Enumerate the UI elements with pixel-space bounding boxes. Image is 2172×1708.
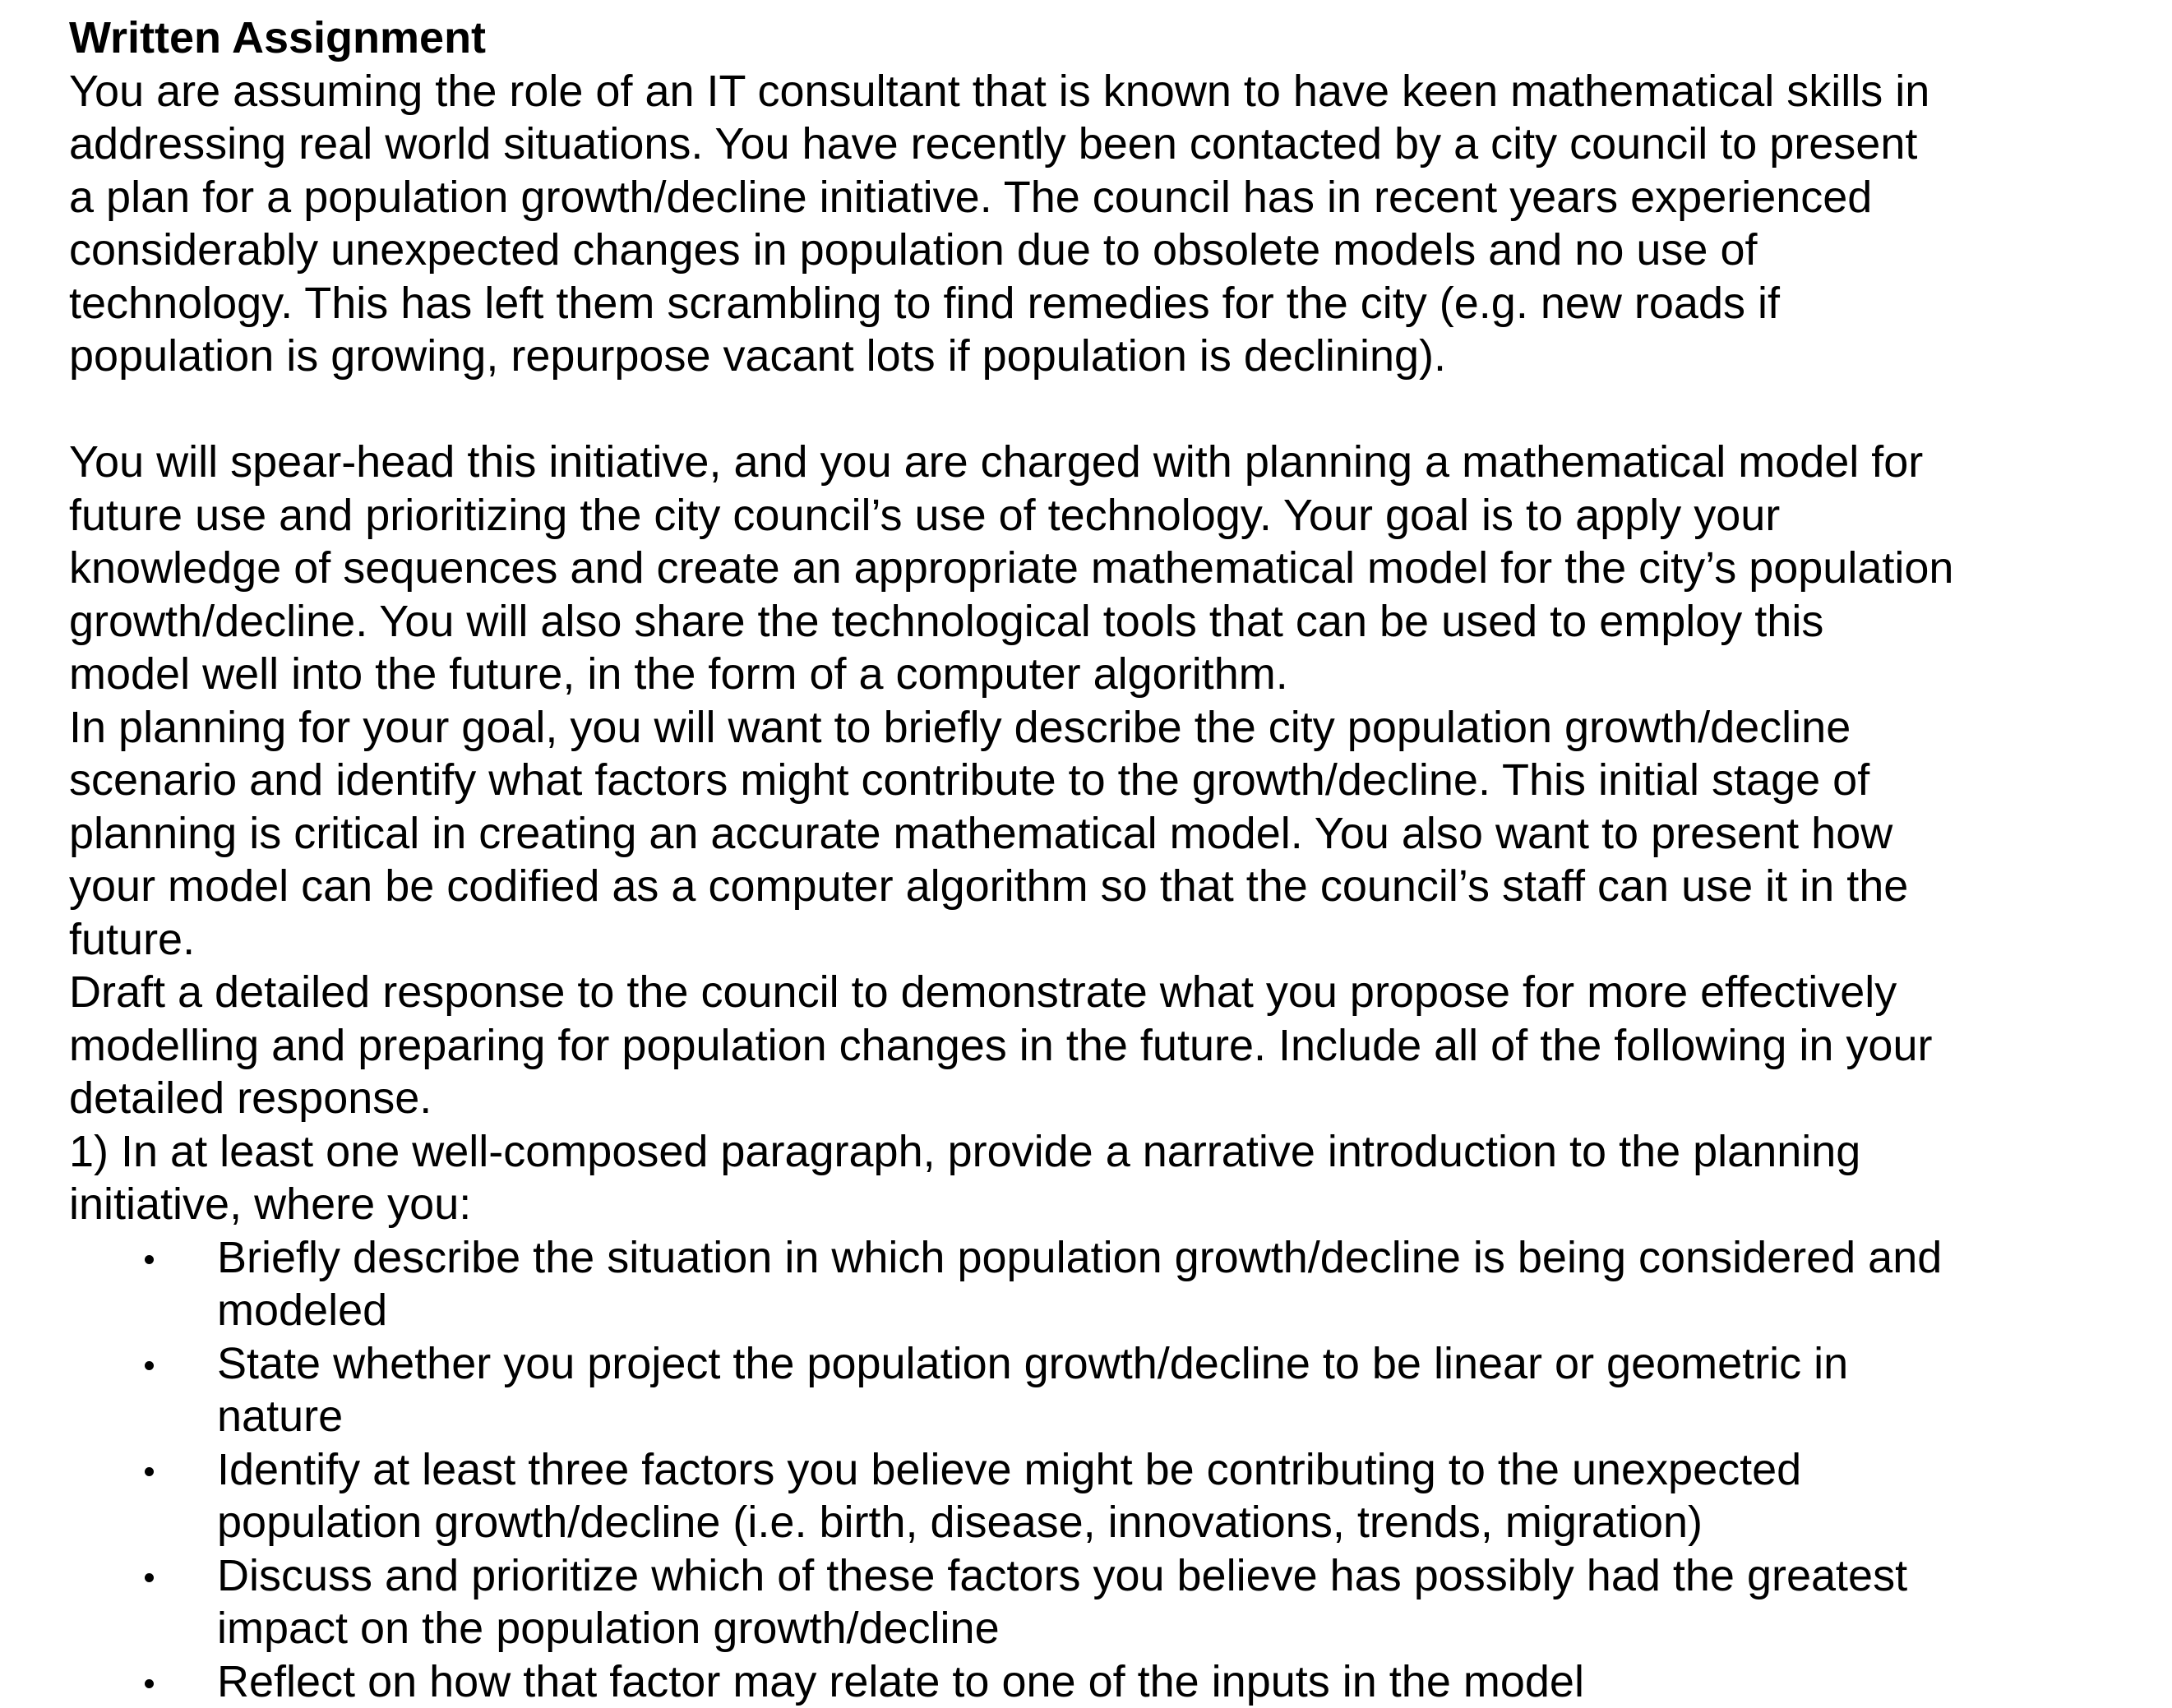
text-line: model well into the future, in the form of a computer algorithm. bbox=[69, 648, 2141, 701]
planning-paragraph bbox=[69, 701, 2141, 967]
text-line: future use and prioritizing the city council’s use of technology. Your goal is to apply your bbox=[69, 489, 2141, 542]
text-line: 1) In at least one well-composed paragraph, provide a narrative introduction to the planning bbox=[69, 1125, 2141, 1179]
bullet-text-line: Identify at least three factors you believe might be contributing to the unexpected bbox=[217, 1443, 2141, 1497]
bullet-icon bbox=[145, 1255, 154, 1264]
text-line: your model can be codified as a computer algorithm so that the council’s staff can use it in the bbox=[69, 860, 2141, 913]
text-line: a plan for a population growth/decline initiative. The council has in recent years experienced bbox=[69, 171, 2141, 224]
text-line: detailed response. bbox=[69, 1072, 2141, 1125]
bullet-icon bbox=[145, 1679, 154, 1688]
text-line: growth/decline. You will also share the technological tools that can be used to employ this bbox=[69, 595, 2141, 649]
text-line: planning is critical in creating an accurate mathematical model. You also want to present how bbox=[69, 807, 2141, 861]
text-line: You are assuming the role of an IT consultant that is known to have keen mathematical skills in bbox=[69, 65, 2141, 118]
draft-paragraph bbox=[69, 966, 2141, 1125]
bullet-icon bbox=[145, 1361, 154, 1370]
text-line: In planning for your goal, you will want to briefly describe the city population growth/decline bbox=[69, 701, 2141, 755]
bullet-item bbox=[69, 1443, 2141, 1549]
bullet-item bbox=[69, 1549, 2141, 1655]
text-line: Draft a detailed response to the council to demonstrate what you propose for more effectively bbox=[69, 966, 2141, 1019]
text-line: knowledge of sequences and create an appropriate mathematical model for the city’s population bbox=[69, 542, 2141, 595]
requirement-bullet-list bbox=[69, 1231, 2141, 1708]
text-line: population is growing, repurpose vacant lots if population is declining). bbox=[69, 330, 2141, 383]
bullet-icon bbox=[145, 1467, 154, 1476]
bullet-item bbox=[69, 1231, 2141, 1337]
bullet-text-line: modeled bbox=[217, 1284, 2141, 1337]
intro-paragraph bbox=[69, 65, 2141, 383]
bullet-text-line: impact on the population growth/decline bbox=[217, 1602, 2141, 1655]
bullet-item bbox=[69, 1337, 2141, 1443]
bullet-text-line: Briefly describe the situation in which population growth/decline is being considered and bbox=[217, 1231, 2141, 1285]
bullet-icon bbox=[145, 1573, 154, 1582]
text-line: You will spear-head this initiative, and you are charged with planning a mathematical model for bbox=[69, 436, 2141, 489]
bullet-text-line: population growth/decline (i.e. birth, disease, innovations, trends, migration) bbox=[217, 1496, 2141, 1549]
paragraph-spacer bbox=[69, 383, 2141, 436]
bullet-text-line: Reflect on how that factor may relate to one of the inputs in the model bbox=[217, 1655, 2141, 1708]
text-line: addressing real world situations. You have recently been contacted by a city council to present bbox=[69, 118, 2141, 171]
text-line: future. bbox=[69, 913, 2141, 967]
text-line: considerably unexpected changes in population due to obsolete models and no use of bbox=[69, 224, 2141, 277]
requirement-1-paragraph bbox=[69, 1125, 2141, 1231]
document-title: Written Assignment bbox=[69, 12, 2141, 65]
text-line: modelling and preparing for population changes in the future. Include all of the following in your bbox=[69, 1019, 2141, 1073]
text-line: initiative, where you: bbox=[69, 1178, 2141, 1231]
text-line: scenario and identify what factors might contribute to the growth/decline. This initial stage of bbox=[69, 754, 2141, 807]
text-line: technology. This has left them scrambling to find remedies for the city (e.g. new roads if bbox=[69, 277, 2141, 330]
bullet-text-line: Discuss and prioritize which of these factors you believe has possibly had the greatest bbox=[217, 1549, 2141, 1603]
assignment-document bbox=[69, 12, 2141, 1708]
initiative-paragraph bbox=[69, 436, 2141, 701]
bullet-text-line: nature bbox=[217, 1390, 2141, 1443]
bullet-item bbox=[69, 1655, 2141, 1708]
bullet-text-line: State whether you project the population growth/decline to be linear or geometric in bbox=[217, 1337, 2141, 1391]
